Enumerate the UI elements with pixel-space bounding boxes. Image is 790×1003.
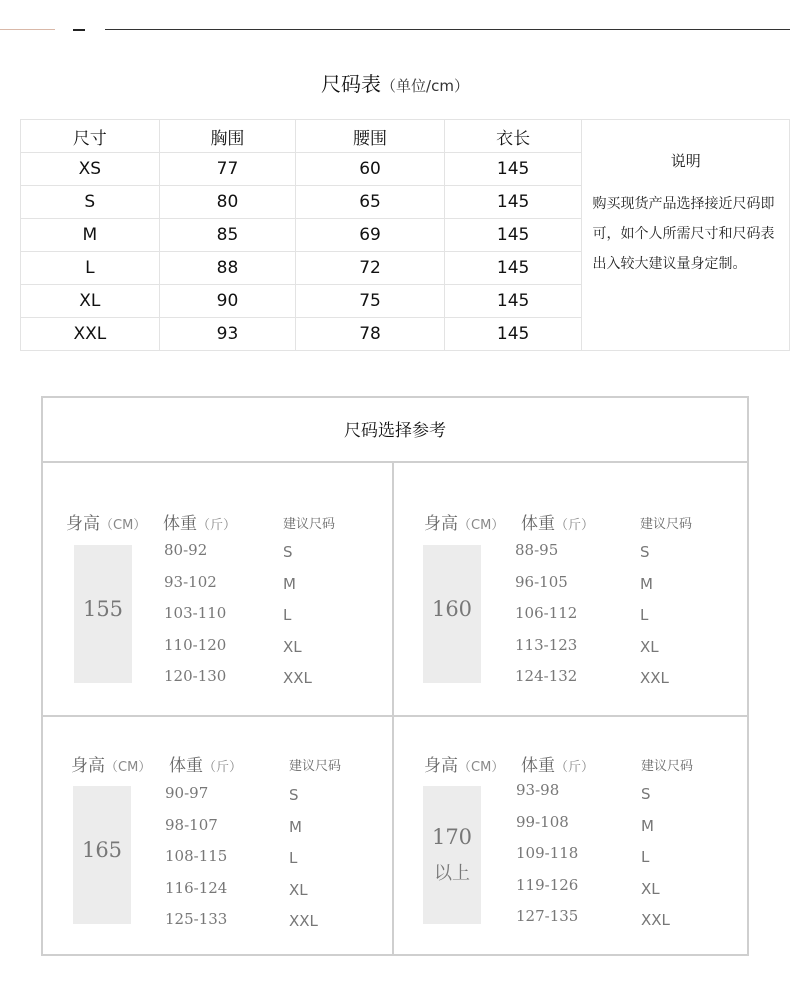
table-cell: 90 — [159, 285, 296, 318]
page-title-main: 尺码表 — [321, 72, 382, 96]
list-item: 88-95 — [515, 541, 559, 559]
table-header-cell: 腰围 — [296, 120, 445, 153]
size-note-text: 购买现货产品选择接近尺码即可，如个人所需尺寸和尺码表出入较大建议量身定制。 — [592, 196, 775, 272]
top-rule-dash — [73, 29, 85, 31]
weight-list — [515, 541, 577, 699]
weight-header: 体重（斤） — [163, 514, 237, 534]
size-header: 建议尺码 — [641, 759, 694, 774]
size-note — [582, 120, 790, 351]
list-item: XL — [640, 637, 659, 656]
height-header: 身高（CM） — [424, 514, 505, 534]
height-header: 身高（CM） — [71, 756, 152, 776]
list-item: 96-105 — [515, 572, 568, 591]
page-title — [0, 68, 790, 97]
list-item: M — [640, 574, 653, 593]
reference-group-165 — [43, 717, 394, 954]
table-cell: XL — [21, 285, 160, 318]
table-cell: 75 — [296, 285, 445, 318]
table-header-cell: 尺寸 — [21, 120, 160, 153]
table-cell: 145 — [444, 186, 582, 219]
table-cell: S — [21, 186, 160, 219]
list-item: 103-110 — [164, 604, 227, 622]
list-item: 93-98 — [516, 781, 560, 799]
list-item: 108-115 — [165, 847, 228, 865]
reference-group-160 — [394, 461, 747, 717]
table-header-cell: 胸围 — [159, 120, 296, 153]
table-cell: XXL — [21, 318, 160, 351]
list-item: S — [283, 543, 293, 561]
list-item: L — [641, 848, 650, 866]
height-value-box — [423, 545, 481, 683]
reference-group-170 — [394, 717, 747, 954]
size-list — [641, 785, 670, 943]
list-item: XXL — [640, 669, 669, 687]
reference-group-155 — [43, 461, 394, 717]
size-reference-title: 尺码选择参考 — [43, 398, 747, 463]
list-item: L — [289, 849, 298, 867]
weight-list — [165, 784, 227, 942]
list-item: 106-112 — [515, 604, 578, 622]
size-list — [289, 786, 318, 944]
table-cell: L — [21, 252, 160, 285]
table-cell: 72 — [296, 252, 445, 285]
list-item: L — [283, 606, 292, 624]
list-item: 98-107 — [165, 815, 218, 834]
list-item: 120-130 — [164, 667, 227, 685]
table-cell: 145 — [444, 285, 582, 318]
table-cell: 88 — [159, 252, 296, 285]
weight-header: 体重（斤） — [169, 756, 243, 776]
height-header: 身高（CM） — [424, 756, 505, 776]
list-item: 90-97 — [165, 784, 209, 802]
list-item: 116-124 — [165, 878, 228, 897]
list-item: M — [289, 817, 302, 836]
list-item: S — [289, 786, 299, 804]
height-value-box — [74, 545, 132, 683]
table-cell: 78 — [296, 318, 445, 351]
list-item: XL — [283, 637, 302, 656]
size-header: 建议尺码 — [640, 517, 693, 532]
height-value: 170 — [431, 825, 473, 849]
size-list — [640, 543, 669, 701]
list-item: 99-108 — [516, 812, 569, 831]
weight-header: 体重（斤） — [521, 514, 595, 534]
list-item: 119-126 — [516, 875, 579, 894]
table-cell: 60 — [296, 153, 445, 186]
table-cell: 77 — [159, 153, 296, 186]
top-rule-line — [105, 29, 790, 30]
height-value: 155 — [82, 597, 124, 621]
list-item: L — [640, 606, 649, 624]
top-rule-accent — [0, 29, 55, 30]
table-cell: 69 — [296, 219, 445, 252]
weight-list — [516, 781, 578, 939]
list-item: 125-133 — [165, 910, 228, 928]
list-item: 109-118 — [516, 844, 579, 862]
size-reference-panel — [41, 396, 749, 956]
list-item: XXL — [283, 669, 312, 687]
list-item: M — [283, 574, 296, 593]
list-item: S — [640, 543, 650, 561]
list-item: XL — [289, 880, 308, 899]
table-cell: 145 — [444, 252, 582, 285]
height-value-box — [73, 786, 131, 924]
table-cell: M — [21, 219, 160, 252]
list-item: 93-102 — [164, 572, 217, 591]
size-header: 建议尺码 — [283, 517, 336, 532]
table-cell: 93 — [159, 318, 296, 351]
list-item: M — [641, 816, 654, 835]
table-cell: 145 — [444, 153, 582, 186]
height-extra: 以上 — [434, 863, 470, 884]
table-cell: XS — [21, 153, 160, 186]
size-header: 建议尺码 — [289, 759, 342, 774]
height-value: 165 — [81, 838, 123, 862]
list-item: 124-132 — [515, 667, 578, 685]
table-cell: 145 — [444, 318, 582, 351]
table-header-cell: 衣长 — [444, 120, 582, 153]
list-item: S — [641, 785, 651, 803]
height-value-box — [423, 786, 481, 924]
list-item: XXL — [289, 912, 318, 930]
list-item: 113-123 — [515, 635, 578, 654]
list-item: 127-135 — [516, 907, 579, 925]
height-value: 160 — [431, 597, 473, 621]
table-cell: 85 — [159, 219, 296, 252]
list-item: XL — [641, 879, 660, 898]
list-item: 80-92 — [164, 541, 208, 559]
table-cell: 80 — [159, 186, 296, 219]
table-cell: 145 — [444, 219, 582, 252]
size-list — [283, 543, 312, 701]
table-header-row — [21, 120, 790, 153]
size-table — [20, 119, 790, 351]
table-cell: 65 — [296, 186, 445, 219]
weight-header: 体重（斤） — [521, 756, 595, 776]
list-item: 110-120 — [164, 635, 227, 654]
list-item: XXL — [641, 911, 670, 929]
weight-list — [164, 541, 226, 699]
size-note-title: 说明 — [670, 152, 701, 170]
height-header: 身高（CM） — [66, 514, 147, 534]
page-title-unit: （单位/cm） — [381, 77, 469, 95]
